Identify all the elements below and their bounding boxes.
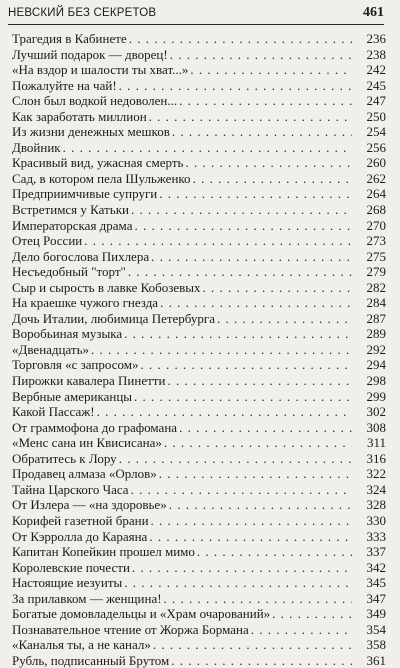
toc-entry-page: 358 [366, 637, 386, 653]
toc-entry-title: Корифей газетной брани [12, 512, 149, 528]
toc-entry [12, 560, 386, 576]
toc-entry-page: 347 [366, 590, 386, 606]
toc-entry [12, 326, 386, 342]
dot-leader [153, 637, 352, 653]
toc-entry [12, 62, 386, 78]
toc-entry-page: 236 [366, 31, 386, 46]
toc-entry-title: Рубль, подписанный Брутом [12, 652, 170, 668]
dot-leader [129, 31, 352, 47]
toc-entry-title: Вербные американцы [12, 388, 133, 404]
running-title: НЕВСКИЙ БЕЗ СЕКРЕТОВ [8, 7, 157, 19]
dot-leader [159, 186, 352, 202]
toc-entry [12, 93, 386, 109]
toc-entry-page: 299 [366, 388, 386, 404]
toc-entry-title: Трагедия в Кабинете [12, 31, 127, 46]
toc-entry-title: «На вздор и шалости ты хват...» [12, 62, 189, 78]
toc-entry [12, 544, 386, 560]
toc-entry [12, 575, 386, 591]
dot-leader [203, 280, 352, 296]
toc-entry [12, 513, 386, 529]
toc-entry-page: 361 [366, 652, 386, 668]
toc-entry [12, 124, 386, 140]
toc-entry-page: 330 [366, 512, 386, 528]
dot-leader [140, 357, 352, 373]
toc-entry-page: 333 [366, 528, 386, 544]
dot-leader [151, 249, 352, 265]
toc-entry-title: Пожалуйте на чай! [12, 77, 117, 93]
toc-entry-page: 273 [366, 233, 386, 249]
dot-leader [160, 295, 352, 311]
toc-entry-title: Воробьиная музыка [12, 326, 123, 342]
toc-entry [12, 622, 386, 638]
dot-leader [164, 435, 352, 451]
dot-leader [149, 109, 352, 125]
dot-leader [193, 171, 352, 187]
toc-entry [12, 591, 386, 607]
toc-entry-page: 282 [366, 279, 386, 295]
toc-entry-page: 354 [366, 621, 386, 637]
dot-leader [128, 264, 352, 280]
toc-entry [12, 435, 386, 451]
toc-entry-page: 247 [366, 93, 386, 109]
dot-leader [164, 591, 352, 607]
toc-entry-page: 268 [366, 202, 386, 218]
toc-entry [12, 497, 386, 513]
toc-entry-title: «Каналья ты, а не канал» [12, 637, 151, 653]
toc-entry-page: 292 [366, 341, 386, 357]
toc-entry-page: 256 [366, 139, 386, 155]
toc-entry-page: 270 [366, 217, 386, 233]
toc-entry [12, 295, 386, 311]
dot-leader [171, 653, 352, 668]
dot-leader [251, 622, 352, 638]
toc-entry-page: 316 [366, 450, 386, 466]
toc-entry-title: Двойник [12, 139, 61, 155]
toc-entry [12, 373, 386, 389]
dot-leader [190, 62, 352, 78]
toc-entry [12, 140, 386, 156]
toc-entry [12, 653, 386, 668]
toc-entry-title: Сыр и сырость в лавке Кобозевых [12, 279, 201, 295]
toc-entry-page: 328 [366, 497, 386, 513]
toc-entry-page: 289 [366, 326, 386, 342]
toc-entry-title: Отец России [12, 233, 83, 249]
toc-entry-title: Какой Пассаж! [12, 404, 95, 420]
toc-entry-title: На краешке чужого гнезда [12, 295, 159, 311]
dot-leader [84, 233, 352, 249]
dot-leader [159, 466, 352, 482]
toc-entry [12, 404, 386, 420]
toc-entry [12, 233, 386, 249]
toc-entry-page: 308 [366, 419, 386, 435]
toc-entry-title: Императорская драма [12, 217, 133, 233]
toc-entry-title: Несъедобный "торт" [12, 264, 126, 280]
toc-entry [12, 342, 386, 358]
toc-entry [12, 311, 386, 327]
toc-entry [12, 78, 386, 94]
toc-entry-title: Торговля «с запросом» [12, 357, 139, 373]
toc-entry [12, 155, 386, 171]
toc-entry-page: 311 [366, 435, 386, 451]
toc-entry-page: 337 [366, 544, 386, 560]
dot-leader [97, 404, 352, 420]
toc-entry-title: Как заработать миллион [12, 108, 147, 124]
toc-entry [12, 606, 386, 622]
toc-entry-title: Предприимчивые супруги [12, 186, 158, 202]
toc-entry-title: Капитан Копейкин прошел мимо [12, 544, 195, 560]
toc-entry [12, 249, 386, 265]
toc-entry-title: Тайна Царского Часа [12, 481, 129, 497]
toc-entry-page: 242 [366, 62, 386, 78]
toc-entry-title: От Излера — «на здоровье» [12, 497, 167, 513]
dot-leader [197, 544, 352, 560]
dot-leader [91, 342, 352, 358]
toc-entry [12, 529, 386, 545]
toc-entry [12, 466, 386, 482]
toc-entry-title: Встретимся у Катьки [12, 202, 129, 218]
dot-leader [172, 124, 352, 140]
toc-entry [12, 186, 386, 202]
toc-entry-page: 284 [366, 295, 386, 311]
toc-entry-title: Дочь Италии, любимица Петербурга [12, 310, 216, 326]
toc-entry [12, 389, 386, 405]
toc-entry-page: 254 [366, 124, 386, 140]
toc-entry-title: Пирожки кавалера Пинетти [12, 373, 166, 389]
page-header [8, 4, 384, 25]
toc-entry-page: 264 [366, 186, 386, 202]
toc-entry-title: Из жизни денежных мешков [12, 124, 170, 140]
table-of-contents [12, 31, 386, 668]
toc-entry-page: 324 [366, 481, 386, 497]
toc-entry-title: «Менс сана ин Квисисана» [12, 435, 162, 451]
toc-entry-title: Слон был водкой недоволен... [12, 93, 178, 109]
toc-entry [12, 109, 386, 125]
toc-entry [12, 218, 386, 234]
toc-entry-title: За прилавком — женщина! [12, 590, 162, 606]
dot-leader [134, 218, 352, 234]
toc-entry-page: 245 [366, 77, 386, 93]
toc-entry-title: Лучший подарок — дворец! [12, 46, 168, 62]
toc-entry-page: 238 [366, 46, 386, 62]
toc-entry-title: Настоящие иезуиты [12, 575, 123, 591]
toc-entry [12, 202, 386, 218]
toc-entry [12, 47, 386, 63]
toc-entry-page: 345 [366, 575, 386, 591]
dot-leader [151, 513, 352, 529]
toc-entry-title: Познавательное чтение от Жоржа Бормана [12, 621, 249, 637]
dot-leader [167, 373, 352, 389]
dot-leader [63, 140, 352, 156]
toc-entry [12, 451, 386, 467]
dot-leader [131, 482, 352, 498]
dot-leader [169, 497, 352, 513]
toc-entry [12, 171, 386, 187]
toc-entry-page: 342 [366, 559, 386, 575]
toc-entry [12, 280, 386, 296]
toc-entry-page: 275 [366, 248, 386, 264]
toc-entry [12, 420, 386, 436]
toc-entry-title: Сад, в котором пела Шульженко [12, 170, 191, 186]
toc-entry-title: Красивый вид, ужасная смерть [12, 155, 184, 171]
toc-entry-title: Королевские почести [12, 559, 130, 575]
toc-entry-page: 349 [366, 606, 386, 622]
dot-leader [149, 529, 352, 545]
toc-entry-page: 279 [366, 264, 386, 280]
toc-entry-title: Продавец алмаза «Орлов» [12, 466, 157, 482]
toc-entry-title: Дело богослова Пихлера [12, 248, 150, 264]
toc-entry [12, 357, 386, 373]
toc-entry-title: Обратитесь к Лору [12, 450, 117, 466]
toc-entry [12, 31, 386, 47]
dot-leader [179, 420, 352, 436]
dot-leader [134, 389, 352, 405]
dot-leader [119, 451, 352, 467]
dot-leader [179, 93, 352, 109]
toc-entry-page: 294 [366, 357, 386, 373]
toc-entry-title: От граммофона до графомана [12, 419, 178, 435]
toc-entry-page: 260 [366, 155, 386, 171]
toc-entry-page: 322 [366, 466, 386, 482]
toc-entry [12, 264, 386, 280]
dot-leader [124, 575, 352, 591]
toc-entry-page: 262 [366, 170, 386, 186]
dot-leader [185, 155, 352, 171]
toc-entry [12, 482, 386, 498]
toc-entry-title: Богатые домовладельцы и «Храм очарований» [12, 606, 271, 622]
page-number: 461 [363, 5, 384, 20]
toc-entry-title: «Двенадцать» [12, 341, 90, 357]
dot-leader [124, 326, 352, 342]
dot-leader [132, 560, 352, 576]
toc-entry-title: От Кэрролла до Караяна [12, 528, 148, 544]
toc-entry-page: 287 [366, 310, 386, 326]
dot-leader [131, 202, 352, 218]
toc-entry-page: 298 [366, 373, 386, 389]
toc-entry-page: 250 [366, 108, 386, 124]
toc-entry-page: 302 [366, 404, 386, 420]
dot-leader [170, 47, 352, 63]
dot-leader [217, 311, 352, 327]
toc-entry [12, 637, 386, 653]
dot-leader [119, 78, 352, 94]
dot-leader [272, 606, 352, 622]
